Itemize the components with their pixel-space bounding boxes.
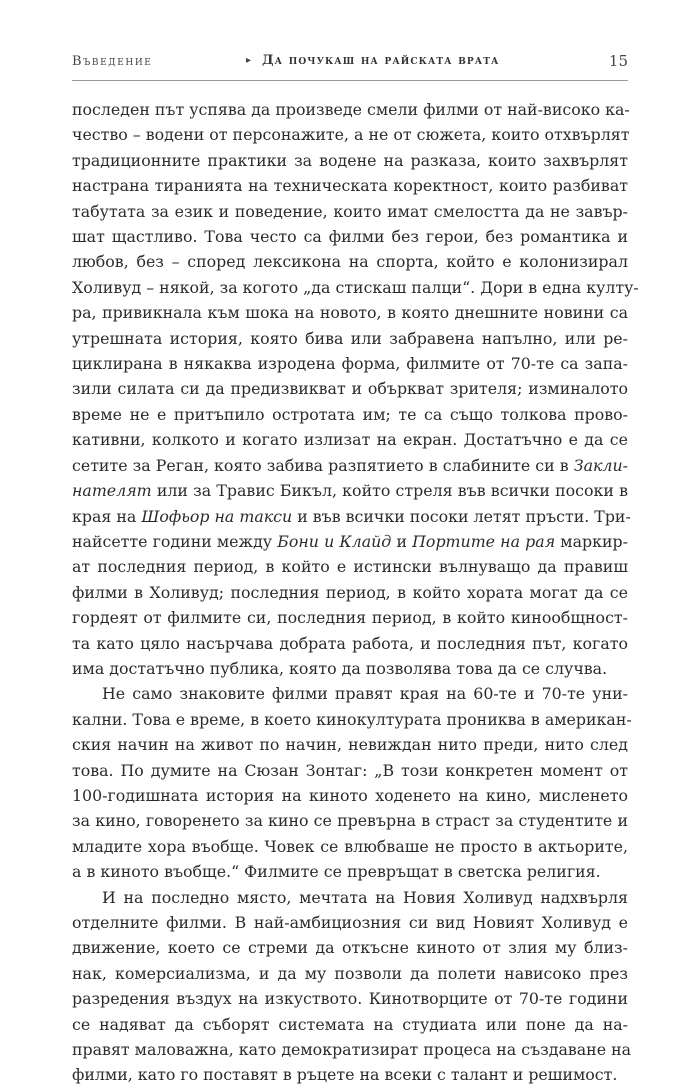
paragraph <box>72 885 632 1088</box>
text-line: найсетте години между Бони и Клайд и Портите на рая маркир- <box>72 531 628 551</box>
italic-title: Закли- <box>573 455 628 475</box>
text-line: филми в Холивуд; последния период, в който хората могат да се <box>72 582 628 602</box>
text-line: а в киното въобще.“ Филмите се превръщат в светска религия. <box>72 862 601 882</box>
header-chapter-title: Да почукаш на райската врата <box>262 53 500 68</box>
text-line: утрешната история, която бива или забравена напълно, или ре- <box>72 328 628 348</box>
header-separator-icon: ▸ <box>246 55 252 66</box>
body-text <box>72 97 639 1088</box>
paragraph <box>72 97 639 681</box>
text-line: шат щастливо. Това често са филми без герои, без романтика и <box>72 227 628 247</box>
text-line: края на Шофьор на такси и във всички посоки летят пръсти. Три- <box>72 506 631 526</box>
text-line: правят маловажна, като демократизират процеса на създаване на <box>72 1040 632 1060</box>
text-line: последен път успява да произведе смели филми от най-високо ка- <box>72 100 630 119</box>
text-line: нателят или за Травис Бикъл, който стреля във всички посоки в <box>72 481 628 501</box>
text-line: се надяват да съборят системата на студиата или поне да на- <box>72 1014 628 1034</box>
text-line: чество – водени от персонажите, а не от сюжета, които отхвърлят <box>72 125 630 145</box>
italic-title: нателят <box>72 481 152 501</box>
text-line: ат последния период, в който е истински вълнуващо да правиш <box>72 557 628 577</box>
text-line: филми, като го поставят в ръцете на всеки с талант и решимост. <box>72 1065 618 1085</box>
text-line: та като цяло насърчава добрата работа, и последния път, когато <box>72 633 628 653</box>
text-line: разредения въздух на изкуството. Кинотворците от 70-те години <box>72 989 628 1009</box>
text-line: традиционните практики за водене на разказа, които захвърлят <box>72 150 628 170</box>
text-line: ра, привикнала към шока на новото, в която днешните новини са <box>72 303 628 323</box>
text-line: кативни, колкото и когато излизат на екран. Достатъчно е да се <box>72 430 628 450</box>
text-line: движение, което се стреми да откъсне киното от злия му близ- <box>72 938 628 958</box>
text-line: нак, комерсиализма, и да му позволи да полети нависоко през <box>72 963 628 983</box>
italic-title: Шофьор на такси <box>141 506 293 526</box>
text-line: И на последно място, мечтата на Новия Холивуд надхвърля <box>102 887 628 907</box>
text-line: табутата за език и поведение, които имат смелостта да не завър- <box>72 201 628 221</box>
text-line: сетите за Реган, която забива разпятието в слабините си в Закли- <box>72 455 628 475</box>
text-line: ския начин на живот по начин, невиждан нито преди, нито след <box>72 735 628 755</box>
text-line: 100-годишната история на киното ходенето на кино, мисленето <box>72 785 628 805</box>
italic-title: Портите на рая <box>412 531 556 551</box>
page-number: 15 <box>608 52 628 70</box>
text-line: циклирана в някаква изродена форма, филмите от 70-те са запа- <box>72 354 628 374</box>
text-line: това. По думите на Сюзан Зонтаг: „В този конкретен момент от <box>72 760 628 780</box>
text-line: кални. Това е време, в което кинокултурата прониква в американ- <box>72 709 632 729</box>
text-line: настрана тиранията на техническата коректност, които разбиват <box>72 176 628 196</box>
text-line: Холивуд – някой, за когото „да стискаш палци“. Дори в една култу- <box>72 277 639 297</box>
text-line: има достатъчно публика, която да позволява това да се случва. <box>72 658 608 678</box>
paragraph <box>72 681 632 884</box>
text-line: отделните филми. В най-амбициозния си вид Новият Холивуд е <box>72 913 628 932</box>
text-line: любов, без – според лексикона на спорта, който е колонизирал <box>72 252 628 272</box>
text-line: Не само знаковите филми правят края на 60-те и 70-те уни- <box>102 684 628 704</box>
text-line: за кино, говоренето за кино се превърна в страст за студентите и <box>72 811 628 831</box>
text-line: гордеят от филмите си, последния период, в който кинообщност- <box>72 608 628 628</box>
text-line: младите хора въобще. Човек се влюбваше не просто в актьорите, <box>72 836 628 856</box>
running-header <box>72 50 628 81</box>
header-section: Въведение <box>72 54 153 69</box>
italic-title: Бони и Клайд <box>277 531 392 551</box>
text-line: време не е притъпило остротата им; те са също толкова провo- <box>72 404 628 424</box>
text-line: зили силата си да предизвикват и объркват зрителя; изминалото <box>72 379 628 399</box>
